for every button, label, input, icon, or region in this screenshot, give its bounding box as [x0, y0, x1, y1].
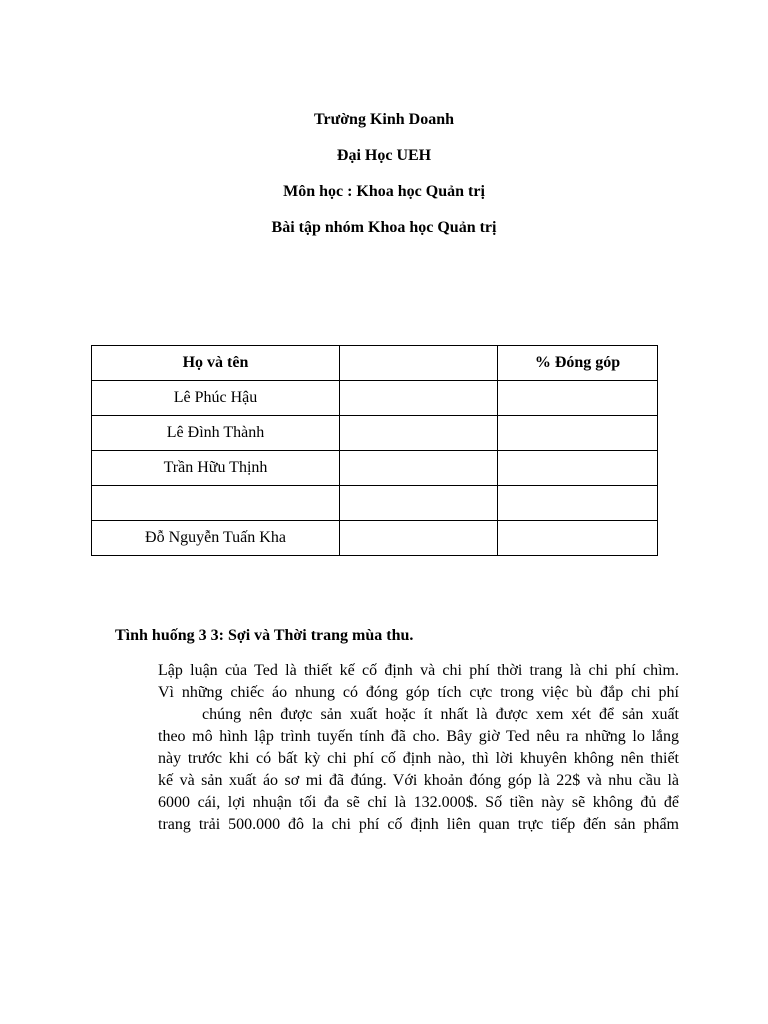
header-blank — [340, 346, 498, 381]
section-title: Tình huống 3 3: Sợi và Thời trang mùa thu. — [115, 627, 414, 644]
table-row — [92, 381, 658, 416]
members-table — [91, 345, 658, 556]
paragraph-line: chúng nên được sản xuất hoặc ít nhất là được xem xét để sản xuất — [202, 706, 679, 723]
member-col2 — [340, 416, 498, 451]
university-name: Đại Học UEH — [336, 147, 432, 164]
member-contribution — [498, 381, 658, 416]
table-row — [92, 486, 658, 521]
member-name: Lê Phúc Hậu — [92, 381, 340, 416]
paragraph-line: theo mô hình lập trình tuyến tính đã cho. Bây giờ Ted nêu ra những lo lắng — [158, 728, 679, 745]
paragraph-line: trang trải 500.000 đô la chi phí cố định liên quan trực tiếp đến sản phẩm — [158, 816, 679, 833]
member-col2 — [340, 451, 498, 486]
subject-line: Môn học : Khoa học Quản trị — [283, 183, 485, 200]
header-name: Họ và tên — [92, 346, 340, 381]
member-col2 — [340, 521, 498, 556]
member-name: Đỗ Nguyễn Tuấn Kha — [92, 521, 340, 556]
member-name: Trần Hữu Thịnh — [92, 451, 340, 486]
table-row — [92, 521, 658, 556]
assignment-title: Bài tập nhóm Khoa học Quản trị — [271, 219, 497, 236]
paragraph-line: kế và sản xuất áo sơ mi đã đúng. Với khoản đóng góp là 22$ và nhu cầu là — [158, 772, 679, 789]
member-col2 — [340, 486, 498, 521]
member-name: Lê Đình Thành — [92, 416, 340, 451]
table-row — [92, 416, 658, 451]
member-name — [92, 486, 340, 521]
school-name: Trường Kinh Doanh — [314, 111, 454, 128]
member-col2 — [340, 381, 498, 416]
body-paragraph — [158, 660, 679, 836]
member-contribution — [498, 416, 658, 451]
member-contribution — [498, 451, 658, 486]
table-header-row — [92, 346, 658, 381]
member-contribution — [498, 521, 658, 556]
table-row — [92, 451, 658, 486]
paragraph-line: 6000 cái, lợi nhuận tối đa sẽ chỉ là 132.000$. Số tiền này sẽ không đủ để — [158, 794, 679, 811]
paragraph-line: Vì những chiếc áo nhung có đóng góp tích cực trong việc bù đắp chi phí — [158, 684, 679, 701]
header-contribution: % Đóng góp — [498, 346, 658, 381]
paragraph-line: này trước khi có bất kỳ chi phí cố định nào, thì lời khuyên không nên thiết — [158, 750, 679, 767]
member-contribution — [498, 486, 658, 521]
paragraph-line: Lập luận của Ted là thiết kế cố định và chi phí thời trang là chi phí chìm. — [158, 662, 679, 679]
